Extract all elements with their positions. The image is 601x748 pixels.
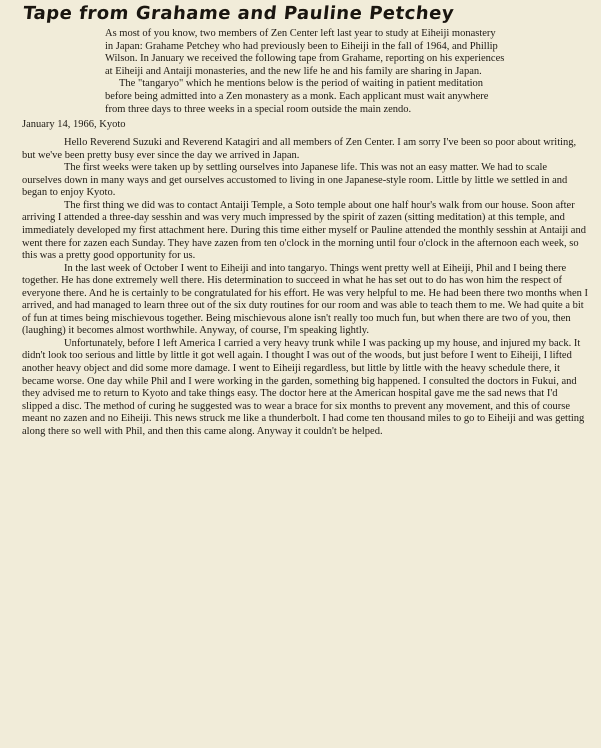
letter-paragraph: The first weeks were taken up by settling ourselves into Japanese life. This was not an easy matter. We had to scale ourselves down in many ways and get ourselves accustomed to living in one Japanese-style room. Little by little we settled in and began to enjoy Kyoto. [22,162,568,199]
letter-paragraph: Hello Reverend Suzuki and Reverend Katagiri and all members of Zen Center. I am sorry I've been so poor about writing, but we've been pretty busy ever since the day we arrived in Japan. [22,137,577,161]
letter-paragraph: In the last week of October I went to Eiheiji and into tangaryo. Things went pretty well at Eiheiji, Phil and I being there together. He has done extremely well there. His determination to succeed in what he has set out to do has won him the respect of everyone there. And he is certainly to be congratulated for his effort. He was very helpful to me. He had been there two months when I arrived, and had managed to learn three out of the six duty routines for our room and was able to teach them to me. We had quite a bit of fun at times being mischievous together. Being mischievous alone isn't really too much fun, but when there are two of you, then (laughing) it becomes almost worthwhile. Anyway, of course, I'm speaking lightly. [22,262,589,337]
article-title: Tape from Grahame and Pauline Petchey [22,3,456,24]
intro-paragraph: As most of you know, two members of Zen Center left last year to study at Eiheiji monastery in Japan: Grahame Petchey who had previously been to Eiheiji in the fall of 1964, and Phillip Wilson. In January we received the following tape from Grahame, reporting on his experiences at Eiheiji and Antaiji monasteries, and the new life he and his family are sharing in Japan. [105,28,505,77]
letter-paragraph: The first thing we did was to contact Antaiji Temple, a Soto temple about one half hour's walk from our house. Soon after arriving I attended a three-day sesshin and was very much impressed by the spirit of zazen (sitting meditation) at this temple, and immediately developed my first attachment here. During this time either myself or Pauline attended the monthly sesshin at Antaiji and went there for zazen each Sunday. They have zazen from ten o'clock in the morning until four o'clock in the afternoon each week, so this was a pretty good opportunity for us. [22,199,586,262]
intro-block [105,28,505,116]
dateline: January 14, 1966, Kyoto [22,119,126,131]
intro-paragraph: The "tangaryo" which he mentions below is the period of waiting in patient meditation before being admitted into a Zen monastery as a monk. Each applicant must wait anywhere from three days to three weeks in a special room outside the main zendo. [105,78,489,115]
letter-body [22,137,589,438]
letter-paragraph: Unfortunately, before I left America I carried a very heavy trunk while I was packing up my house, and injured my back. It didn't look too serious and little by little it got well again. I thought I was out of the woods, but just before I went to Eiheiji, I lifted another heavy object and did some more damage. I went to Eiheiji regardless, but little by little with the heavy schedule there, it became worse. One day while Phil and I were working in the garden, something big happened. I consulted the doctors in Fukui, and they advised me to return to Kyoto and take things easy. The doctor here at the American hospital gave me the sad news that I'd slipped a disc. The method of curing he suggested was to wear a brace for six months to prevent any movement, and this of course meant no zazen and no Eiheiji. This news struck me like a thunderbolt. I had come ten thousand miles to go to Eiheiji and was getting along there so well with Phil, and then this came along. Anyway it couldn't be helped. [22,337,585,437]
